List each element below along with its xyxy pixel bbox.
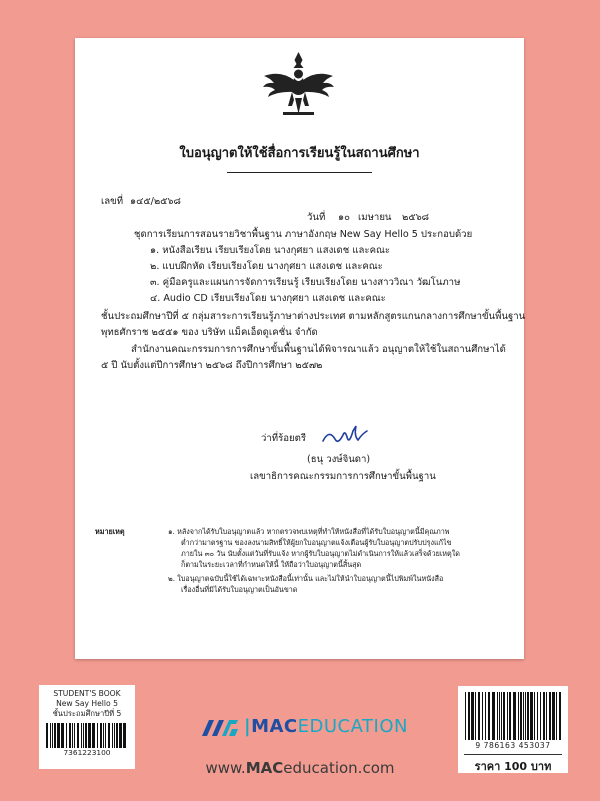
number-label: เลขที่ bbox=[101, 196, 124, 207]
list-item: ๓. คู่มือครูและแผนการจัดการเรียนรู้ เรียบเรียงโดย นางสาววิณา วัฒโนภาษ bbox=[150, 277, 461, 288]
mac-logo-mark-icon bbox=[202, 720, 238, 736]
paragraph-line: สำนักงานคณะกรรมการการศึกษาขั้นพื้นฐานได้พิจารณาแล้ว อนุญาตให้ใช้ในสถานศึกษาได้ bbox=[131, 344, 506, 355]
isbn-barcode bbox=[464, 692, 562, 740]
website-url: www.MACeducation.com bbox=[205, 759, 395, 777]
notes-label: หมายเหตุ bbox=[95, 527, 125, 536]
isbn-digits: 9 786163 453037 bbox=[475, 741, 551, 750]
note-line: ก็ตามในระยะเวลาที่กำหนดให้นี้ ให้ถือว่าใบอนุญาตนี้สิ้นสุด bbox=[181, 560, 362, 569]
isbn-box bbox=[458, 686, 568, 773]
date-day: ๑๐ bbox=[338, 212, 350, 223]
list-item: ๔. Audio CD เรียบเรียงโดย นางกุศยา แสงเดช และคณะ bbox=[150, 293, 386, 304]
paragraph-line: พุทธศักราช ๒๕๕๑ ของ บริษัท แม็คเอ็ดดูเคชั่น จำกัด bbox=[101, 327, 318, 338]
note-line: ๒. ใบอนุญาตฉบับนี้ใช้ได้เฉพาะหนังสือนี้เท่านั้น และไม่ให้นำใบอนุญาตนี้ไปพิมพ์ในหนังสือ bbox=[168, 574, 444, 583]
logo-mac: MAC bbox=[251, 716, 298, 737]
price: ราคา 100 บาท bbox=[474, 760, 552, 773]
note-line: ภายใน ๓๐ วัน นับตั้งแต่วันที่รับแจ้ง หากผู้รับใบอนุญาตไม่ดำเนินการให้แล้วเสร็จด้วยเหตุใด bbox=[181, 549, 460, 558]
book-grade: ชั้นประถมศึกษาปีที่ 5 bbox=[52, 709, 122, 718]
macdeducation-logo bbox=[200, 714, 408, 742]
list-item: ๒. แบบฝึกหัด เรียบเรียงโดย นางกุศยา แสงเดช และคณะ bbox=[150, 261, 383, 272]
sign-prefix: ว่าที่ร้อยตรี bbox=[261, 433, 307, 444]
date-month: เมษายน bbox=[358, 212, 392, 223]
paragraph-line: ๕ ปี นับตั้งแต่ปีการศึกษา ๒๕๖๘ ถึงปีการศึกษา ๒๕๗๒ bbox=[101, 360, 323, 371]
book-label-box bbox=[39, 685, 135, 769]
note-line: ๑. หลังจากได้รับใบอนุญาตแล้ว หากตรวจพบเหตุที่ทำให้หนังสือที่ได้รับใบอนุญาตนี้มีคุณภาพ bbox=[168, 527, 450, 536]
note-line: ต่ำกว่ามาตรฐาน ของลงนามสิทธิ์ให้ผู้ยกใบอนุญาตแจ้งเตือนผู้รับใบอนุญาตปรับปรุงแก้ไข bbox=[181, 538, 452, 547]
logo-education: EDUCATION bbox=[297, 716, 408, 737]
book-type: STUDENT'S BOOK bbox=[53, 689, 121, 698]
title-underline bbox=[227, 172, 372, 173]
logo-separator: | bbox=[244, 716, 252, 737]
garuda-emblem bbox=[261, 50, 336, 118]
signature bbox=[320, 425, 370, 449]
note-line: เรื่องอื่นที่มิได้รับใบอนุญาตเป็นอันขาด bbox=[181, 585, 298, 594]
book-title: New Say Hello 5 bbox=[56, 699, 118, 708]
signer-position: เลขาธิการคณะกรรมการการศึกษาขั้นพื้นฐาน bbox=[250, 471, 436, 482]
date-label: วันที่ bbox=[307, 212, 326, 223]
document-number: ๑๔๕/๒๕๖๘ bbox=[130, 196, 181, 207]
date-year: ๒๕๖๘ bbox=[402, 212, 430, 223]
paragraph-line: ชั้นประถมศึกษาปีที่ ๕ กลุ่มสาระการเรียนรู้ภาษาต่างประเทศ ตามหลักสูตรแกนกลางการศึกษาขั้นพื้นฐาน bbox=[101, 311, 526, 322]
intro-line: ชุดการเรียนการสอนรายวิชาพื้นฐาน ภาษาอังกฤษ New Say Hello 5 ประกอบด้วย bbox=[134, 229, 473, 240]
document-title: ใบอนุญาตให้ใช้สื่อการเรียนรู้ในสถานศึกษา bbox=[179, 146, 420, 161]
product-barcode bbox=[45, 723, 129, 748]
list-item: ๑. หนังสือเรียน เรียบเรียงโดย นางกุศยา แสงเดช และคณะ bbox=[150, 245, 391, 256]
signer-name: (ธนุ วงษ์จินดา) bbox=[307, 454, 371, 465]
permit-document bbox=[75, 38, 524, 659]
product-code: 7361223100 bbox=[63, 748, 111, 757]
